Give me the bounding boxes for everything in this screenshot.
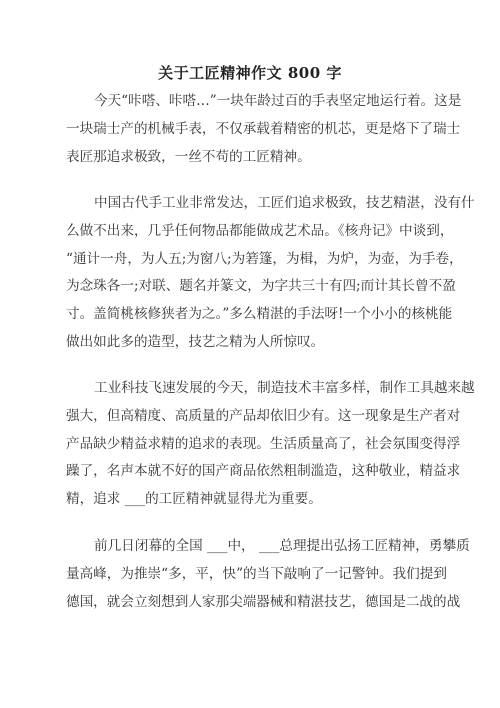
paragraph-line: 强大，但高精度、高质量的产品却依旧少有。这一现象是生产者对 <box>66 407 461 424</box>
paragraph-line: 寸。盖简桃核修狭者为之。”多么精湛的手法呀!一个小小的核桃能 <box>66 306 453 323</box>
paragraph-line: 一块瑞士产的机械手表，不仅承载着精密的机芯，更是烙下了瑞士 <box>66 120 461 137</box>
paragraph-line: 做出如此多的造型，技艺之精为人所惊叹。 <box>66 333 325 350</box>
paragraph-2 <box>66 190 475 357</box>
document-title: 关于工匠精神作文 800 字 <box>158 64 342 82</box>
paragraph-line: “通计一舟，为人五;为窗八;为箬篷，为楫，为炉，为壶，为手卷， <box>66 250 463 267</box>
paragraph-line: 么做不出来，几乎任何物品都能做成艺术品。《核舟记》中谈到， <box>66 222 454 239</box>
paragraph-line: 德国，就会立刻想到人家那尖端器械和精湛技艺，德国是二战的战 <box>66 593 461 610</box>
paragraph-line: 量高峰，为推崇“多，平，快”的当下敲响了一记警钟。我们提到 <box>66 565 447 582</box>
paragraph-line: 为念珠各一;对联、题名并篆文，为字共三十有四;而计其长曾不盈 <box>66 278 456 295</box>
paragraph-line: 产品缺少精益求精的追求的表现。生活质量高了，社会氛围变得浮 <box>66 435 461 452</box>
paragraph-line: 前几日闭幕的全国 ___中， ___总理提出弘扬工匠精神，勇攀质 <box>94 538 470 554</box>
paragraph-line: 工业科技飞速发展的今天，制造技术丰富多样，制作工具越来越 <box>94 380 475 396</box>
paragraph-line: 今天“咔嗒、咔嗒…”一块年龄过百的手表坚定地运行着。这是 <box>94 93 462 109</box>
paragraph-1 <box>66 88 462 171</box>
paragraph-line: 躁了，名声本就不好的国产商品依然粗制滥造，这种敬业，精益求 <box>66 463 461 480</box>
paragraph-line: 表匠那追求极致，一丝不苟的工匠精神。 <box>66 148 311 165</box>
paragraph-4 <box>66 533 470 616</box>
paragraph-line: 中国古代手工业非常发达，工匠们追求极致，技艺精湛，没有什 <box>94 195 475 211</box>
paragraph-3 <box>66 375 475 514</box>
paragraph-line: 精，追求 ___的工匠精神就显得尤为重要。 <box>66 491 322 508</box>
